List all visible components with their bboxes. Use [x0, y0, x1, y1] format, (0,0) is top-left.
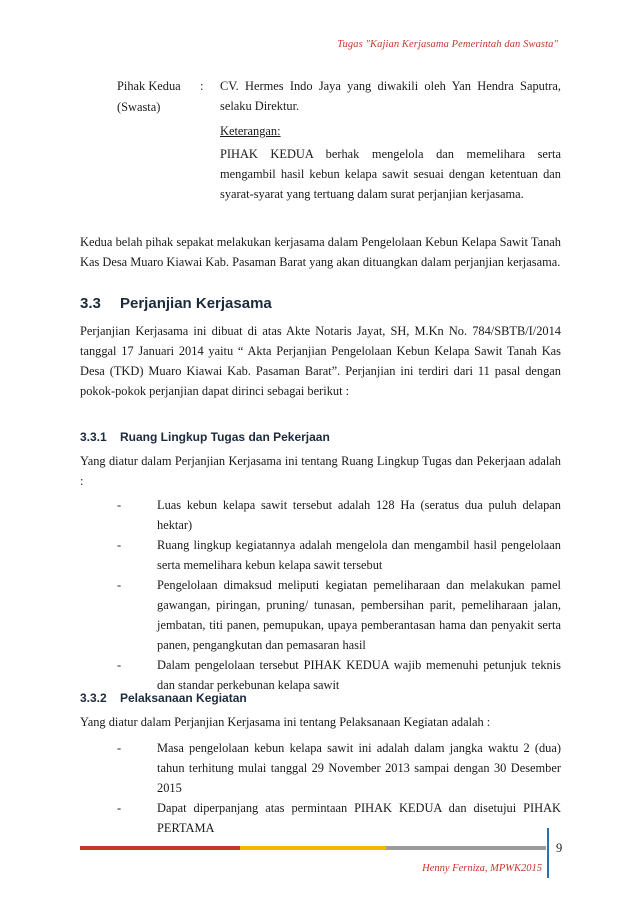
party-sublabel: (Swasta) [117, 100, 161, 114]
list-item [117, 535, 561, 575]
note-text: PIHAK KEDUA berhak mengelola dan memelihara serta mengambil hasil kebun kelapa sawit sesuai dengan ketentuan dan syarat-syarat yang tertuang dalam surat perjanjian kerjasama. [220, 147, 561, 201]
page-number: 9 [556, 841, 563, 855]
list-item [117, 798, 561, 838]
list-item [117, 495, 561, 535]
list-item-text: Masa pengelolaan kebun kelapa sawit ini adalah dalam jangka waktu 2 (dua) tahun terhitung mulai tanggal 29 November 2013 sampai dengan 30 Desember 2015 [157, 741, 561, 795]
note-label: Keterangan: [220, 124, 281, 138]
footer-author: Henny Ferniza, MPWK2015 [422, 863, 542, 874]
subsection-number: 3.3.1 [80, 430, 107, 444]
list-item [117, 738, 561, 798]
running-header: Tugas "Kajian Kerjasama Pemerintah dan Swasta" [337, 39, 558, 50]
scope-list [117, 495, 561, 695]
list-bullet: - [117, 498, 122, 512]
list-bullet: - [117, 801, 122, 815]
list-item-text: Pengelolaan dimaksud meliputi kegiatan pemeliharaan dan melakukan pamel gawangan, piringan, pruning/ tunasan, pembersihan parit, pemeliharaan jalan, jembatan, titi panen, pemupukan, upaya pemberantasan hama dan penyakit serta panen, pengangkutan dan pemasaran hasil [157, 578, 561, 652]
subsection-intro: Yang diatur dalam Perjanjian Kerjasama ini tentang Pelaksanaan Kegiatan adalah : [80, 715, 491, 729]
subsection-heading [80, 430, 330, 444]
list-bullet: - [117, 578, 122, 592]
party-role: selaku Direktur. [220, 99, 300, 113]
activity-list [117, 738, 561, 838]
list-bullet: - [117, 658, 122, 672]
party-colon: : [200, 79, 204, 93]
agreement-paragraph: Kedua belah pihak sepakat melakukan kerjasama dalam Pengelolaan Kebun Kelapa Sawit Tanah Kas Desa Muaro Kiawai Kab. Pasaman Barat yang akan dituangkan dalam perjanjian kerjasama. [80, 235, 561, 269]
list-item-text: Ruang lingkup kegiatannya adalah mengelola dan mengambil hasil pengelolaan serta memelihara kebun kelapa sawit tersebut [157, 538, 561, 572]
page-number-divider [547, 828, 549, 878]
subsection-number: 3.3.2 [80, 691, 107, 705]
footer-bar-gray [386, 846, 546, 850]
list-item [117, 655, 561, 695]
section-heading [80, 295, 272, 312]
footer-bar-yellow [240, 846, 386, 850]
subsection-heading [80, 691, 247, 705]
footer-bar-red [80, 846, 240, 850]
section-title: Perjanjian Kerjasama [120, 295, 272, 312]
section-paragraph: Perjanjian Kerjasama ini dibuat di atas Akte Notaris Jayat, SH, M.Kn No. 784/SBTB/I/2014 tanggal 17 Januari 2014 yaitu “ Akta Perjanjian Pengelolaan Kebun Kelapa Sawit Tanah Kas Desa (TKD) Muaro Kiawai Kab. Pasaman Barat”. Perjanjian ini terdiri dari 11 pasal dengan pokok-pokok perjanjian dapat dirinci sebagai berikut : [80, 324, 561, 398]
party-label: Pihak Kedua [117, 79, 181, 93]
list-item-text: Luas kebun kelapa sawit tersebut adalah 128 Ha (seratus dua puluh delapan hektar) [157, 498, 561, 532]
party-representative: CV. Hermes Indo Jaya yang diwakili oleh Yan Hendra Saputra, [220, 79, 561, 93]
section-number: 3.3 [80, 295, 101, 312]
list-item [117, 575, 561, 655]
list-item-text: Dapat diperpanjang atas permintaan PIHAK KEDUA dan disetujui PIHAK PERTAMA [157, 801, 561, 835]
subsection-intro: Yang diatur dalam Perjanjian Kerjasama ini tentang Ruang Lingkup Tugas dan Pekerjaan adalah : [80, 454, 561, 488]
list-bullet: - [117, 741, 122, 755]
subsection-title: Ruang Lingkup Tugas dan Pekerjaan [120, 430, 330, 444]
list-item-text: Dalam pengelolaan tersebut PIHAK KEDUA wajib memenuhi petunjuk teknis dan standar perkebunan kelapa sawit [157, 658, 561, 692]
list-bullet: - [117, 538, 122, 552]
subsection-title: Pelaksanaan Kegiatan [120, 691, 247, 705]
